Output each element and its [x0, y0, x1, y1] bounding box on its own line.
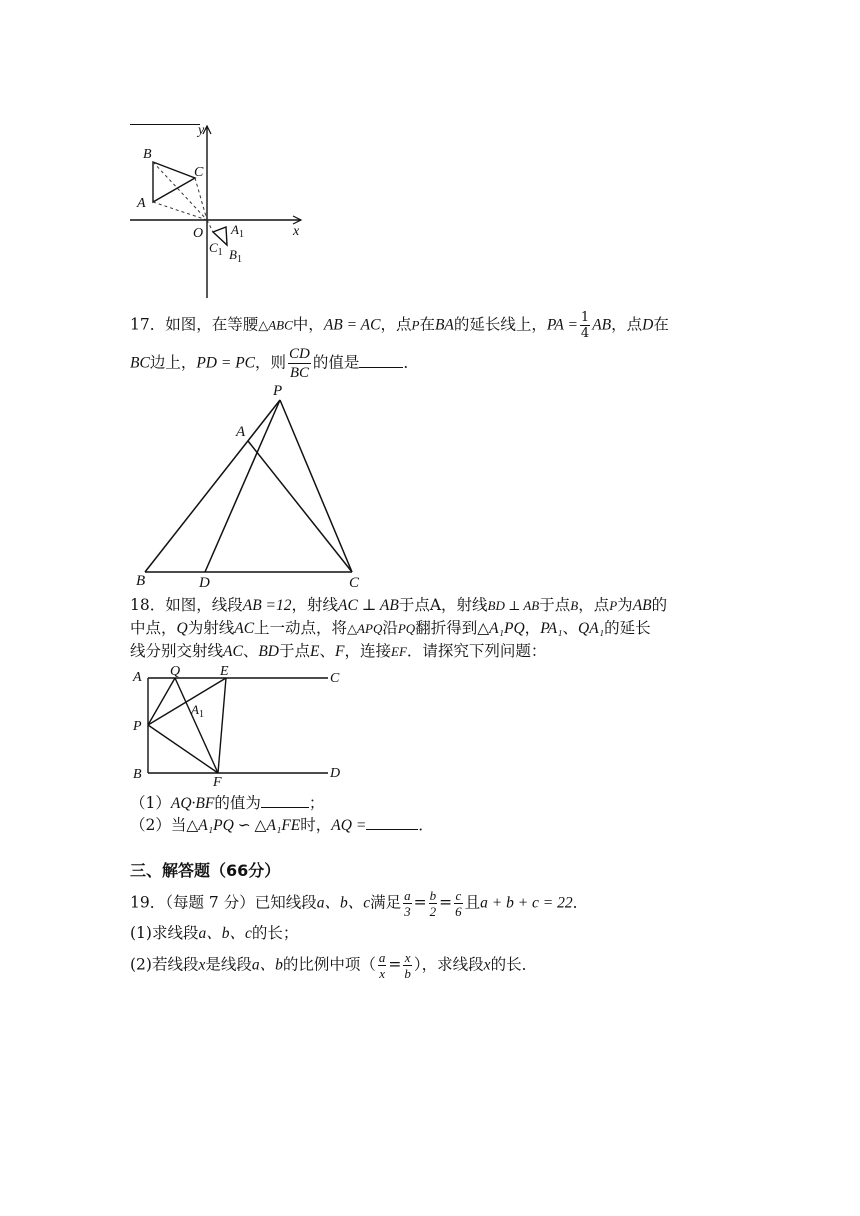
label-O: O	[193, 226, 204, 241]
label-D: D	[330, 766, 341, 781]
q18-sub2: （2）当△A₁PQ ∽ △A₁FE时，AQ = ．	[130, 816, 434, 834]
fraction-cd-bc: $\frac{CD}{BC}$	[289, 346, 310, 381]
fraction-one-quarter: $\frac{1}{4}$	[580, 310, 590, 341]
figure-q18	[128, 664, 358, 786]
section-heading: 三、解答题（66分）	[130, 861, 281, 880]
label-A: A	[236, 424, 246, 440]
label-D: D	[199, 575, 210, 591]
segment-EF	[218, 678, 226, 773]
q19-line1: 19．（每题 7 分）已知线段a、b、c满足 $\frac{a}{3}$ = $\frac{b}{2}$ = $\frac{c}{6}$ 且a + b + c = 22．	[130, 888, 589, 919]
label-F: F	[213, 775, 222, 786]
segment-PQ	[148, 678, 175, 725]
label-C: C	[349, 575, 360, 591]
figure-q17	[130, 380, 370, 592]
label-A1: $A_1$	[191, 702, 204, 720]
segment-PC	[280, 400, 352, 572]
triangle-ABC	[153, 162, 195, 202]
q17-line2: BC边上，PD = PC，则 $\frac{CD}{BC}$ 的值是 ．	[130, 346, 419, 381]
figure-q16	[125, 118, 315, 300]
label-A: A	[137, 196, 146, 211]
q19-part1: (1)求线段a、b、c的长；	[130, 924, 299, 942]
q17-line1: 17．如图，在等腰△ABC中，AB = AC，点P在BA的延长线上，PA = $\frac{1}{4}$ AB，点D在	[130, 310, 669, 341]
q18-sub1: （1）AQ·BF的值为 ；	[130, 794, 325, 812]
answer-blank-q18-2	[366, 815, 418, 830]
answer-blank-q17	[359, 353, 403, 368]
label-C1: $C_1$	[209, 240, 223, 258]
dashed-CO	[195, 178, 207, 220]
q19-part2: (2)若线段x是线段a、b的比例中项（ $\frac{a}{x}$ = $\frac{x}{b}$ ），求线段x的长．	[130, 950, 538, 981]
label-B: B	[143, 147, 152, 162]
answer-blank-q18-1	[261, 793, 309, 808]
label-C: C	[194, 165, 204, 180]
label-B1: $B_1$	[229, 247, 242, 265]
label-x: x	[293, 224, 300, 239]
label-y: y	[198, 123, 205, 138]
label-A1: $A_1$	[231, 222, 244, 240]
q18-line1: 18．如图，线段AB =12，射线AC ⊥ AB于点A，射线BD ⊥ AB于点B，点P为AB的	[130, 596, 668, 614]
label-A: A	[133, 670, 142, 685]
q18-line3: 线分别交射线AC、BD于点E、F，连接EF．请探究下列问题：	[130, 642, 547, 660]
q18-line2: 中点，Q为射线AC上一动点，将△APQ沿PQ翻折得到△A₁PQ，PA₁、QA₁的延长	[130, 619, 651, 637]
label-C: C	[330, 671, 340, 686]
label-P: P	[273, 383, 283, 399]
segment-AC	[248, 441, 352, 572]
label-Q: Q	[170, 664, 181, 679]
dashed-OC1	[207, 220, 213, 232]
label-B: B	[133, 767, 142, 782]
label-E: E	[220, 664, 229, 679]
label-P: P	[133, 719, 142, 734]
segment-BP	[145, 400, 280, 572]
segment-PE	[148, 678, 226, 725]
label-B: B	[136, 573, 146, 589]
